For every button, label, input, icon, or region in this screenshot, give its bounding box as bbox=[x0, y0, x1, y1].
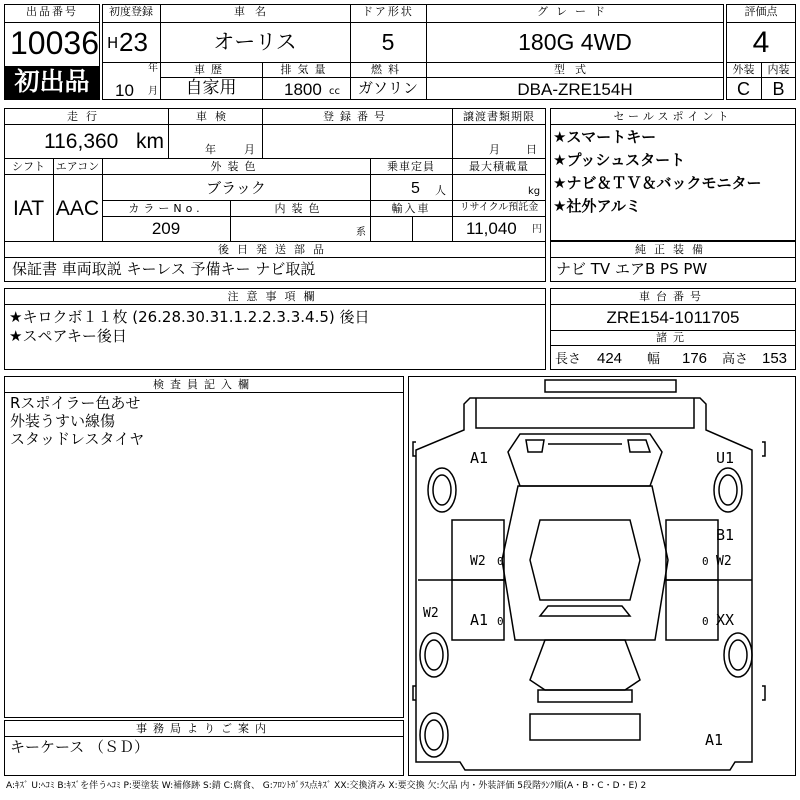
chassis-title: 車台番号 bbox=[639, 290, 707, 303]
interior-color-label: 内装色 bbox=[274, 202, 326, 215]
max-load-label: 最大積載量 bbox=[469, 160, 529, 173]
first-reg-label: 初度登録 bbox=[109, 5, 153, 18]
transfer-month-unit: 月 bbox=[489, 143, 500, 156]
lot-label: 出品番号 bbox=[26, 5, 78, 18]
displacement-label: 排気量 bbox=[280, 63, 332, 76]
fuel: ガソリン bbox=[357, 79, 418, 97]
exterior-grade-label: 外装 bbox=[732, 63, 755, 76]
max-load-unit: kg bbox=[528, 186, 541, 197]
length-label: 長さ bbox=[555, 352, 582, 367]
registration-label: 登録番号 bbox=[323, 110, 391, 123]
mark-zero-left2: 0 bbox=[497, 615, 504, 628]
ac-label: エアコン bbox=[55, 160, 100, 173]
reg-year-unit: 年 bbox=[148, 63, 158, 74]
mark-zero-right2: 0 bbox=[702, 615, 709, 628]
mileage-unit: km bbox=[136, 130, 164, 153]
sales-point-item: ★ナビ＆ＴＶ＆バックモニター bbox=[553, 174, 762, 192]
length: 424 bbox=[597, 350, 623, 367]
car-name: オーリス bbox=[213, 30, 297, 54]
fuel-label: 燃料 bbox=[371, 63, 405, 76]
transfer-day-unit: 日 bbox=[526, 143, 537, 156]
inspection-month-unit: 月 bbox=[244, 143, 255, 156]
equipment-title: 純正装備 bbox=[635, 243, 711, 256]
model-label: 型式 bbox=[554, 63, 596, 76]
mark-zero-right: 0 bbox=[702, 555, 709, 568]
notes-title: 注意事項欄 bbox=[227, 290, 323, 303]
import-label: 輸入車 bbox=[391, 202, 431, 215]
width-label: 幅 bbox=[647, 352, 661, 367]
later-parts-text: 保証書 車両取説 キーレス 予備キー ナビ取説 bbox=[12, 260, 316, 278]
reg-year: 23 bbox=[119, 27, 148, 57]
doors: 5 bbox=[381, 29, 395, 55]
color-no-label: カラーNo. bbox=[128, 202, 204, 215]
notes-line: ★スペアキー後日 bbox=[9, 327, 127, 345]
shift-label: シフト bbox=[12, 160, 45, 173]
later-parts-title: 後日発送部品 bbox=[218, 243, 332, 256]
shift: IAT bbox=[12, 197, 45, 220]
height: 153 bbox=[762, 350, 788, 367]
capacity: 5 bbox=[411, 180, 420, 197]
inspection-year-unit: 年 bbox=[205, 143, 216, 156]
recycle-amount: 11,040 bbox=[466, 219, 517, 238]
displacement: 1800 bbox=[284, 80, 322, 99]
mark-u1-front-right: U1 bbox=[716, 449, 735, 467]
model: DBA-ZRE154H bbox=[517, 80, 633, 99]
reg-month: 10 bbox=[115, 81, 134, 100]
height-label: 高さ bbox=[722, 352, 749, 367]
exterior-color: ブラック bbox=[206, 179, 266, 197]
equipment-text: ナビ TV エアB PS PW bbox=[556, 260, 708, 278]
exterior-color-label: 外装色 bbox=[210, 160, 262, 173]
width: 176 bbox=[682, 350, 708, 367]
interior-grade-label: 内装 bbox=[767, 63, 790, 76]
mark-w2-left-lower: W2 bbox=[423, 606, 439, 621]
legend: A:ｷｽﾞ U:ﾍｺﾐ B:ｷｽﾞを伴うﾍｺﾐ P:要塗装 W:補修跡 S:錆 C:腐食、 G:ﾌﾛﾝﾄｶﾞﾗｽ点ｷｽﾞ XX:交換済み X:要交換 欠:欠品 内・外装評価 5段階ﾗﾝｸ順(A・B・C・D・E) 2 bbox=[6, 781, 647, 791]
office-text: キーケース （ＳＤ） bbox=[10, 738, 150, 756]
mark-b1-right: B1 bbox=[716, 526, 735, 544]
capacity-label: 乗車定員 bbox=[387, 160, 435, 173]
mileage: 116,360 bbox=[44, 130, 119, 153]
score-label: 評価点 bbox=[744, 5, 778, 18]
interior-color-unit: 系 bbox=[356, 227, 366, 238]
transfer-label: 譲渡書類期限 bbox=[463, 110, 535, 123]
mark-w2-left-mid: W2 bbox=[470, 554, 486, 569]
capacity-unit: 人 bbox=[435, 184, 446, 197]
lot-number: 10036 bbox=[10, 25, 99, 61]
mark-xx-right-lower: XX bbox=[716, 611, 735, 629]
score: 4 bbox=[752, 26, 770, 59]
grade: 180G 4WD bbox=[518, 29, 632, 55]
sales-points-title: セールスポイント bbox=[613, 110, 733, 123]
exterior-grade: C bbox=[737, 79, 750, 99]
mark-w2-right-mid: W2 bbox=[716, 554, 732, 569]
chassis-number: ZRE154-1011705 bbox=[606, 308, 740, 327]
sales-point-item: ★スマートキー bbox=[553, 128, 657, 146]
office-title: 事務局よりご案内 bbox=[136, 722, 272, 735]
ac: AAC bbox=[55, 197, 100, 220]
era-letter: H bbox=[107, 34, 119, 52]
first-listing-label: 初出品 bbox=[14, 67, 90, 96]
mark-a1-bottom: A1 bbox=[705, 731, 724, 749]
mark-zero-left: 0 bbox=[497, 555, 504, 568]
mileage-label: 走行 bbox=[67, 110, 105, 123]
history-label: 車歴 bbox=[194, 63, 228, 76]
grade-label: グレード bbox=[537, 5, 613, 18]
recycle-label: リサイクル預託金 bbox=[459, 202, 539, 213]
recycle-unit: 円 bbox=[532, 224, 542, 235]
inspector-title: 検査員記入欄 bbox=[153, 378, 255, 391]
sales-point-item: ★プッシュスタート bbox=[553, 151, 686, 169]
inspection-label: 車検 bbox=[196, 110, 234, 123]
inspector-line: Rスポイラー色あせ bbox=[10, 394, 141, 412]
interior-grade: B bbox=[772, 79, 785, 99]
specs-title: 諸元 bbox=[656, 331, 690, 344]
door-label: ドア形状 bbox=[362, 5, 414, 18]
notes-line: ★キロクボ１１枚 (26.28.30.31.1.2.2.3.3.4.5) 後日 bbox=[9, 308, 370, 326]
displacement-unit: cc bbox=[329, 86, 340, 97]
color-no: 209 bbox=[151, 219, 181, 238]
car-name-label: 車名 bbox=[234, 5, 276, 18]
reg-month-unit: 月 bbox=[148, 86, 158, 97]
sales-point-item: ★社外アルミ bbox=[553, 197, 641, 215]
mark-a1-left-lower: A1 bbox=[470, 611, 489, 629]
inspector-line: 外装うすい線傷 bbox=[10, 412, 116, 430]
inspector-line: スタッドレスタイヤ bbox=[10, 430, 145, 448]
history: 自家用 bbox=[185, 78, 237, 98]
mark-a1-front-left: A1 bbox=[470, 449, 489, 467]
